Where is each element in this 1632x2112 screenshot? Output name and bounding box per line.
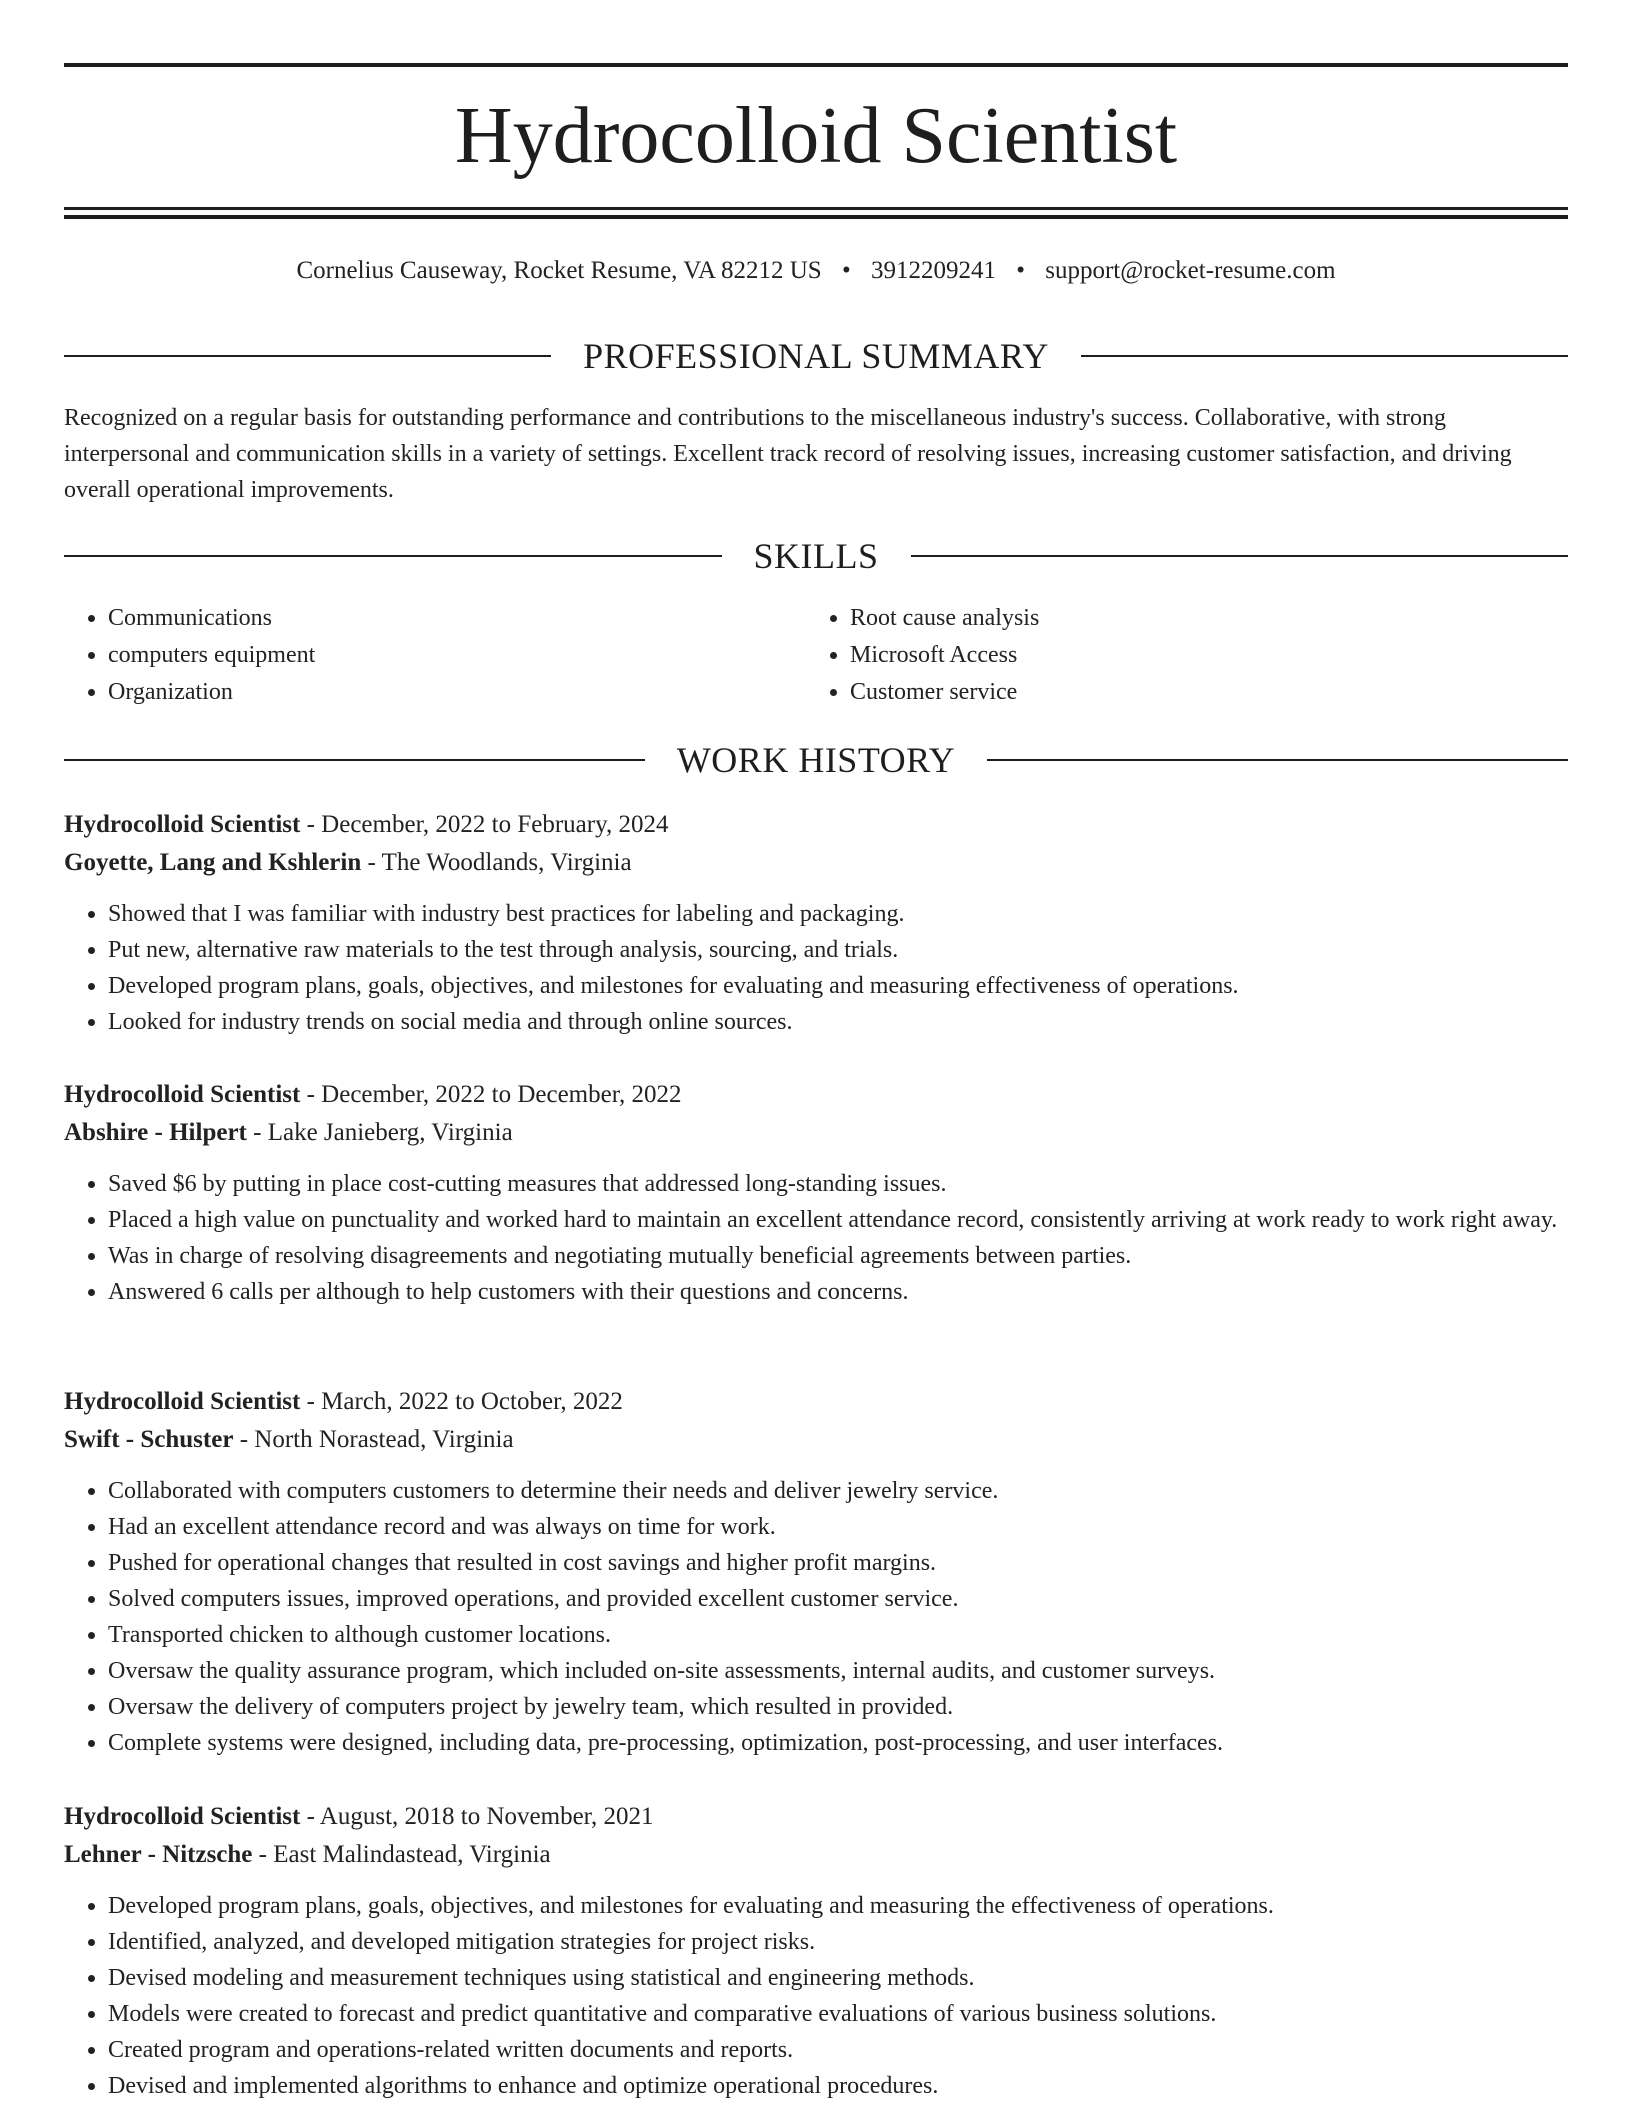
heading-rule (64, 555, 722, 557)
job-bullet: • Pushed for operational changes that resulted in cost savings and higher profit margins. (108, 1545, 1568, 1581)
heading-rule (987, 759, 1568, 761)
job-entry (64, 1076, 1568, 1310)
section-title: SKILLS (753, 536, 879, 576)
job-bullet: • Had an excellent attendance record and was always on time for work. (108, 1509, 1568, 1545)
contact-phone: 3912209241 (870, 257, 996, 284)
job-bullet: • Saved $6 by putting in place cost-cutting measures that addressed long-standing issues. (108, 1166, 1568, 1202)
job-bullet: • Identified, analyzed, and developed mitigation strategies for project risks. (108, 1924, 1568, 1960)
section-heading-skills (64, 534, 1568, 578)
section-title: WORK HISTORY (676, 740, 956, 780)
job-title: Hydrocolloid Scientist (64, 1803, 301, 1830)
heading-rule (911, 555, 1569, 557)
job-bullet: • Answered 6 calls per although to help customers with their questions and concerns. (108, 1274, 1568, 1310)
section-title: PROFESSIONAL SUMMARY (583, 336, 1049, 376)
job-company-line (64, 1836, 1568, 1874)
title-double-rule-upper (64, 207, 1568, 210)
job-company-line (64, 1114, 1568, 1152)
job-bullet: • Developed program plans, goals, objectives, and milestones for evaluating and measuring the effectiveness of operations. (108, 1888, 1568, 1924)
heading-rule (64, 759, 645, 761)
job-title-line (64, 1383, 1568, 1421)
job-company-line (64, 1421, 1568, 1459)
job-title-line (64, 1076, 1568, 1114)
job-entry (64, 1798, 1568, 2104)
job-bullet: • Looked for industry trends on social media and through online sources. (108, 1004, 1568, 1040)
skill-item: • Communications (108, 600, 806, 637)
skills-list-right (806, 600, 1548, 711)
skill-item: • Organization (108, 674, 806, 711)
skill-item: • Customer service (850, 674, 1548, 711)
job-bullet: • Placed a high value on punctuality and worked hard to maintain an excellent attendance record, consistently arriving at work ready to work right away. (108, 1202, 1568, 1238)
page-title: Hydrocolloid Scientist (454, 92, 1178, 180)
contact-separator: • (1016, 257, 1025, 284)
job-bullet: • Solved computers issues, improved operations, and provided excellent customer service. (108, 1581, 1568, 1617)
job-dates: - August, 2018 to November, 2021 (300, 1803, 654, 1830)
job-company: Lehner - Nitzsche (64, 1841, 253, 1868)
job-bullet: • Complete systems were designed, including data, pre-processing, optimization, post-processing, and user interfaces. (108, 1725, 1568, 1761)
job-bullet: • Showed that I was familiar with industry best practices for labeling and packaging. (108, 896, 1568, 932)
job-company-line (64, 844, 1568, 882)
job-bullet: • Collaborated with computers customers to determine their needs and deliver jewelry service. (108, 1473, 1568, 1509)
skill-item: • Microsoft Access (850, 637, 1548, 674)
job-bullets (64, 1888, 1568, 2104)
job-dates: - March, 2022 to October, 2022 (300, 1388, 623, 1415)
job-bullet: • Models were created to forecast and predict quantitative and comparative evaluations of various business solutions. (108, 1996, 1568, 2032)
job-bullet: • Developed program plans, goals, objectives, and milestones for evaluating and measuring effectiveness of operations. (108, 968, 1568, 1004)
job-company: Goyette, Lang and Kshlerin (64, 849, 362, 876)
job-bullet: • Transported chicken to although customer locations. (108, 1617, 1568, 1653)
job-location: - Lake Janieberg, Virginia (246, 1119, 513, 1146)
job-dates: - December, 2022 to December, 2022 (300, 1081, 682, 1108)
job-bullet: • Put new, alternative raw materials to the test through analysis, sourcing, and trials. (108, 932, 1568, 968)
job-bullet: • Devised modeling and measurement techniques using statistical and engineering methods. (108, 1960, 1568, 1996)
job-bullet: • Created program and operations-related written documents and reports. (108, 2032, 1568, 2068)
job-location: - East Malindastead, Virginia (252, 1841, 551, 1868)
job-bullets (64, 1473, 1568, 1761)
job-entry (64, 1383, 1568, 1761)
skill-item: • Root cause analysis (850, 600, 1548, 637)
top-rule (64, 63, 1568, 67)
section-heading-work-history (64, 738, 1568, 782)
job-bullet: • Was in charge of resolving disagreements and negotiating mutually beneficial agreements between parties. (108, 1238, 1568, 1274)
job-title: Hydrocolloid Scientist (64, 1081, 301, 1108)
job-title: Hydrocolloid Scientist (64, 811, 301, 838)
job-company: Swift - Schuster (64, 1426, 234, 1453)
job-title-line (64, 806, 1568, 844)
job-bullets (64, 1166, 1568, 1310)
job-bullets (64, 896, 1568, 1040)
heading-rule (1081, 355, 1568, 357)
contact-address: Cornelius Causeway, Rocket Resume, VA 82212 US (296, 257, 822, 284)
job-title-line (64, 1798, 1568, 1836)
job-bullet: • Devised and implemented algorithms to enhance and optimize operational procedures. (108, 2068, 1568, 2104)
contact-email: support@rocket-resume.com (1045, 257, 1336, 284)
professional-summary-text: Recognized on a regular basis for outstanding performance and contributions to the miscellaneous industry's success. Collaborative, with strong interpersonal and communication skills in a variety of settings. Excellent track record of resolving issues, increasing customer satisfaction, and driving overall operational improvements. (64, 405, 1512, 503)
job-location: - North Norastead, Virginia (233, 1426, 514, 1453)
job-bullet: • Oversaw the delivery of computers project by jewelry team, which resulted in provided. (108, 1689, 1568, 1725)
job-company: Abshire - Hilpert (64, 1119, 247, 1146)
title-double-rule-lower (64, 215, 1568, 219)
job-title: Hydrocolloid Scientist (64, 1388, 301, 1415)
skills-columns (64, 600, 1568, 711)
skills-list-left (64, 600, 806, 711)
job-dates: - December, 2022 to February, 2024 (300, 811, 669, 838)
section-heading-summary (64, 334, 1568, 378)
heading-rule (64, 355, 551, 357)
job-bullet: • Oversaw the quality assurance program, which included on-site assessments, internal audits, and customer surveys. (108, 1653, 1568, 1689)
job-location: - The Woodlands, Virginia (361, 849, 632, 876)
contact-separator: • (841, 257, 851, 284)
job-entry (64, 806, 1568, 1040)
contact-line (64, 254, 1568, 288)
skill-item: • computers equipment (108, 637, 806, 674)
